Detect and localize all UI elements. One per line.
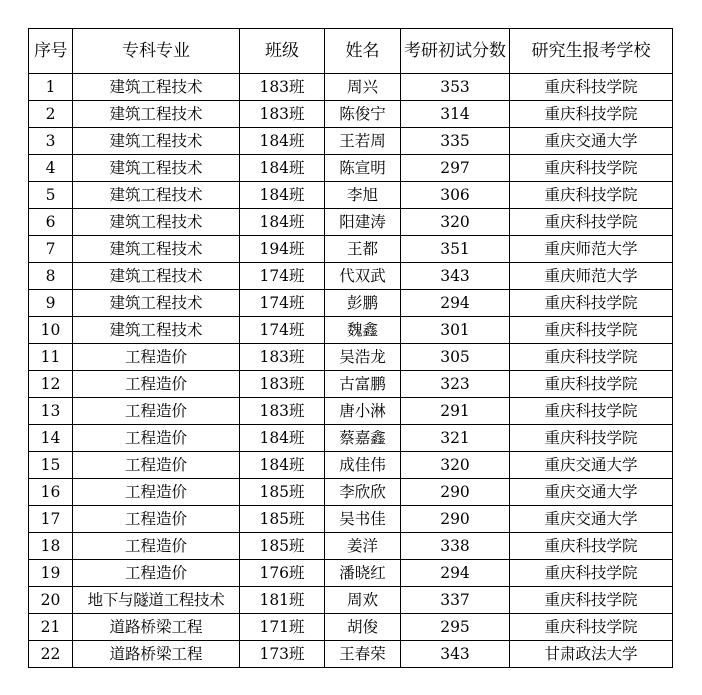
cell-major: 工程造价 — [73, 533, 240, 560]
table-row — [29, 317, 673, 344]
cell-score: 353 — [401, 74, 510, 101]
cell-name: 古富鹏 — [325, 371, 401, 398]
table-row — [29, 506, 673, 533]
cell-name: 李欣欣 — [325, 479, 401, 506]
cell-index: 20 — [29, 587, 73, 614]
cell-name: 周兴 — [325, 74, 401, 101]
cell-school: 甘肃政法大学 — [510, 641, 673, 668]
cell-score: 306 — [401, 182, 510, 209]
cell-school: 重庆师范大学 — [510, 263, 673, 290]
cell-class: 173班 — [240, 641, 325, 668]
cell-school: 重庆交通大学 — [510, 452, 673, 479]
cell-class: 174班 — [240, 263, 325, 290]
cell-class: 185班 — [240, 479, 325, 506]
header-school: 研究生报考学校 — [510, 29, 673, 74]
cell-class: 194班 — [240, 236, 325, 263]
cell-index: 3 — [29, 128, 73, 155]
cell-index: 19 — [29, 560, 73, 587]
cell-score: 297 — [401, 155, 510, 182]
cell-score: 294 — [401, 290, 510, 317]
cell-score: 323 — [401, 371, 510, 398]
cell-major: 工程造价 — [73, 452, 240, 479]
table-row — [29, 452, 673, 479]
cell-major: 道路桥梁工程 — [73, 641, 240, 668]
cell-class: 181班 — [240, 587, 325, 614]
cell-class: 171班 — [240, 614, 325, 641]
cell-index: 4 — [29, 155, 73, 182]
cell-school: 重庆交通大学 — [510, 506, 673, 533]
cell-name: 成佳伟 — [325, 452, 401, 479]
cell-name: 吴浩龙 — [325, 344, 401, 371]
cell-major: 工程造价 — [73, 371, 240, 398]
cell-index: 8 — [29, 263, 73, 290]
table-row — [29, 533, 673, 560]
cell-name: 代双武 — [325, 263, 401, 290]
cell-class: 174班 — [240, 290, 325, 317]
cell-index: 18 — [29, 533, 73, 560]
cell-school: 重庆科技学院 — [510, 209, 673, 236]
cell-name: 彭鹏 — [325, 290, 401, 317]
cell-index: 11 — [29, 344, 73, 371]
cell-class: 183班 — [240, 371, 325, 398]
cell-name: 李旭 — [325, 182, 401, 209]
cell-class: 184班 — [240, 425, 325, 452]
cell-name: 魏鑫 — [325, 317, 401, 344]
cell-class: 184班 — [240, 452, 325, 479]
table-row — [29, 344, 673, 371]
cell-name: 王春荣 — [325, 641, 401, 668]
cell-index: 10 — [29, 317, 73, 344]
cell-score: 343 — [401, 263, 510, 290]
cell-class: 176班 — [240, 560, 325, 587]
table-body — [29, 74, 673, 668]
cell-major: 建筑工程技术 — [73, 155, 240, 182]
cell-school: 重庆科技学院 — [510, 74, 673, 101]
table-row — [29, 128, 673, 155]
cell-class: 183班 — [240, 74, 325, 101]
cell-name: 蔡嘉鑫 — [325, 425, 401, 452]
cell-school: 重庆科技学院 — [510, 101, 673, 128]
header-name: 姓名 — [325, 29, 401, 74]
cell-major: 建筑工程技术 — [73, 290, 240, 317]
admission-table — [28, 28, 673, 668]
cell-school: 重庆交通大学 — [510, 128, 673, 155]
cell-score: 290 — [401, 479, 510, 506]
cell-score: 301 — [401, 317, 510, 344]
cell-name: 陈宣明 — [325, 155, 401, 182]
cell-score: 321 — [401, 425, 510, 452]
cell-score: 343 — [401, 641, 510, 668]
cell-school: 重庆科技学院 — [510, 398, 673, 425]
cell-index: 2 — [29, 101, 73, 128]
cell-index: 5 — [29, 182, 73, 209]
cell-major: 道路桥梁工程 — [73, 614, 240, 641]
table-row — [29, 398, 673, 425]
cell-score: 314 — [401, 101, 510, 128]
cell-major: 工程造价 — [73, 560, 240, 587]
header-index: 序号 — [29, 29, 73, 74]
cell-school: 重庆科技学院 — [510, 344, 673, 371]
cell-school: 重庆科技学院 — [510, 290, 673, 317]
table-row — [29, 479, 673, 506]
cell-index: 15 — [29, 452, 73, 479]
table-row — [29, 560, 673, 587]
cell-class: 184班 — [240, 155, 325, 182]
table-row — [29, 74, 673, 101]
cell-class: 184班 — [240, 128, 325, 155]
cell-index: 17 — [29, 506, 73, 533]
cell-major: 建筑工程技术 — [73, 101, 240, 128]
cell-class: 184班 — [240, 182, 325, 209]
table-row — [29, 614, 673, 641]
cell-major: 工程造价 — [73, 425, 240, 452]
cell-index: 12 — [29, 371, 73, 398]
cell-name: 唐小淋 — [325, 398, 401, 425]
cell-school: 重庆科技学院 — [510, 182, 673, 209]
cell-school: 重庆科技学院 — [510, 533, 673, 560]
cell-class: 174班 — [240, 317, 325, 344]
cell-school: 重庆科技学院 — [510, 155, 673, 182]
cell-school: 重庆交通大学 — [510, 479, 673, 506]
cell-score: 320 — [401, 452, 510, 479]
cell-major: 工程造价 — [73, 398, 240, 425]
cell-school: 重庆科技学院 — [510, 587, 673, 614]
cell-school: 重庆科技学院 — [510, 371, 673, 398]
cell-school: 重庆科技学院 — [510, 614, 673, 641]
cell-class: 183班 — [240, 101, 325, 128]
cell-name: 阳建涛 — [325, 209, 401, 236]
table-row — [29, 587, 673, 614]
cell-class: 184班 — [240, 209, 325, 236]
cell-index: 1 — [29, 74, 73, 101]
cell-index: 9 — [29, 290, 73, 317]
cell-class: 183班 — [240, 398, 325, 425]
cell-major: 工程造价 — [73, 479, 240, 506]
cell-school: 重庆科技学院 — [510, 425, 673, 452]
cell-score: 335 — [401, 128, 510, 155]
cell-name: 周欢 — [325, 587, 401, 614]
cell-score: 351 — [401, 236, 510, 263]
table-row — [29, 371, 673, 398]
cell-name: 陈俊宁 — [325, 101, 401, 128]
cell-score: 290 — [401, 506, 510, 533]
table-row — [29, 290, 673, 317]
table-row — [29, 425, 673, 452]
table-row — [29, 641, 673, 668]
cell-name: 王都 — [325, 236, 401, 263]
cell-index: 21 — [29, 614, 73, 641]
cell-major: 建筑工程技术 — [73, 74, 240, 101]
cell-score: 338 — [401, 533, 510, 560]
table-row — [29, 101, 673, 128]
header-row — [29, 29, 673, 74]
cell-major: 建筑工程技术 — [73, 263, 240, 290]
cell-class: 185班 — [240, 506, 325, 533]
cell-score: 305 — [401, 344, 510, 371]
cell-school: 重庆师范大学 — [510, 236, 673, 263]
cell-name: 王若周 — [325, 128, 401, 155]
cell-name: 潘晓红 — [325, 560, 401, 587]
table-row — [29, 155, 673, 182]
cell-school: 重庆科技学院 — [510, 317, 673, 344]
table-row — [29, 209, 673, 236]
table-row — [29, 236, 673, 263]
cell-score: 295 — [401, 614, 510, 641]
cell-index: 16 — [29, 479, 73, 506]
cell-name: 吴书佳 — [325, 506, 401, 533]
cell-major: 建筑工程技术 — [73, 236, 240, 263]
cell-index: 22 — [29, 641, 73, 668]
table-row — [29, 263, 673, 290]
cell-major: 工程造价 — [73, 344, 240, 371]
cell-class: 183班 — [240, 344, 325, 371]
cell-major: 建筑工程技术 — [73, 128, 240, 155]
cell-school: 重庆科技学院 — [510, 560, 673, 587]
cell-score: 291 — [401, 398, 510, 425]
cell-index: 6 — [29, 209, 73, 236]
cell-major: 工程造价 — [73, 506, 240, 533]
cell-index: 13 — [29, 398, 73, 425]
header-score: 考研初试分数 — [401, 29, 510, 74]
header-major: 专科专业 — [73, 29, 240, 74]
cell-major: 建筑工程技术 — [73, 317, 240, 344]
cell-index: 14 — [29, 425, 73, 452]
cell-major: 地下与隧道工程技术 — [73, 587, 240, 614]
table-row — [29, 182, 673, 209]
cell-major: 建筑工程技术 — [73, 209, 240, 236]
cell-class: 185班 — [240, 533, 325, 560]
cell-major: 建筑工程技术 — [73, 182, 240, 209]
cell-score: 337 — [401, 587, 510, 614]
cell-index: 7 — [29, 236, 73, 263]
header-class: 班级 — [240, 29, 325, 74]
cell-name: 胡俊 — [325, 614, 401, 641]
cell-score: 294 — [401, 560, 510, 587]
cell-score: 320 — [401, 209, 510, 236]
cell-name: 姜洋 — [325, 533, 401, 560]
